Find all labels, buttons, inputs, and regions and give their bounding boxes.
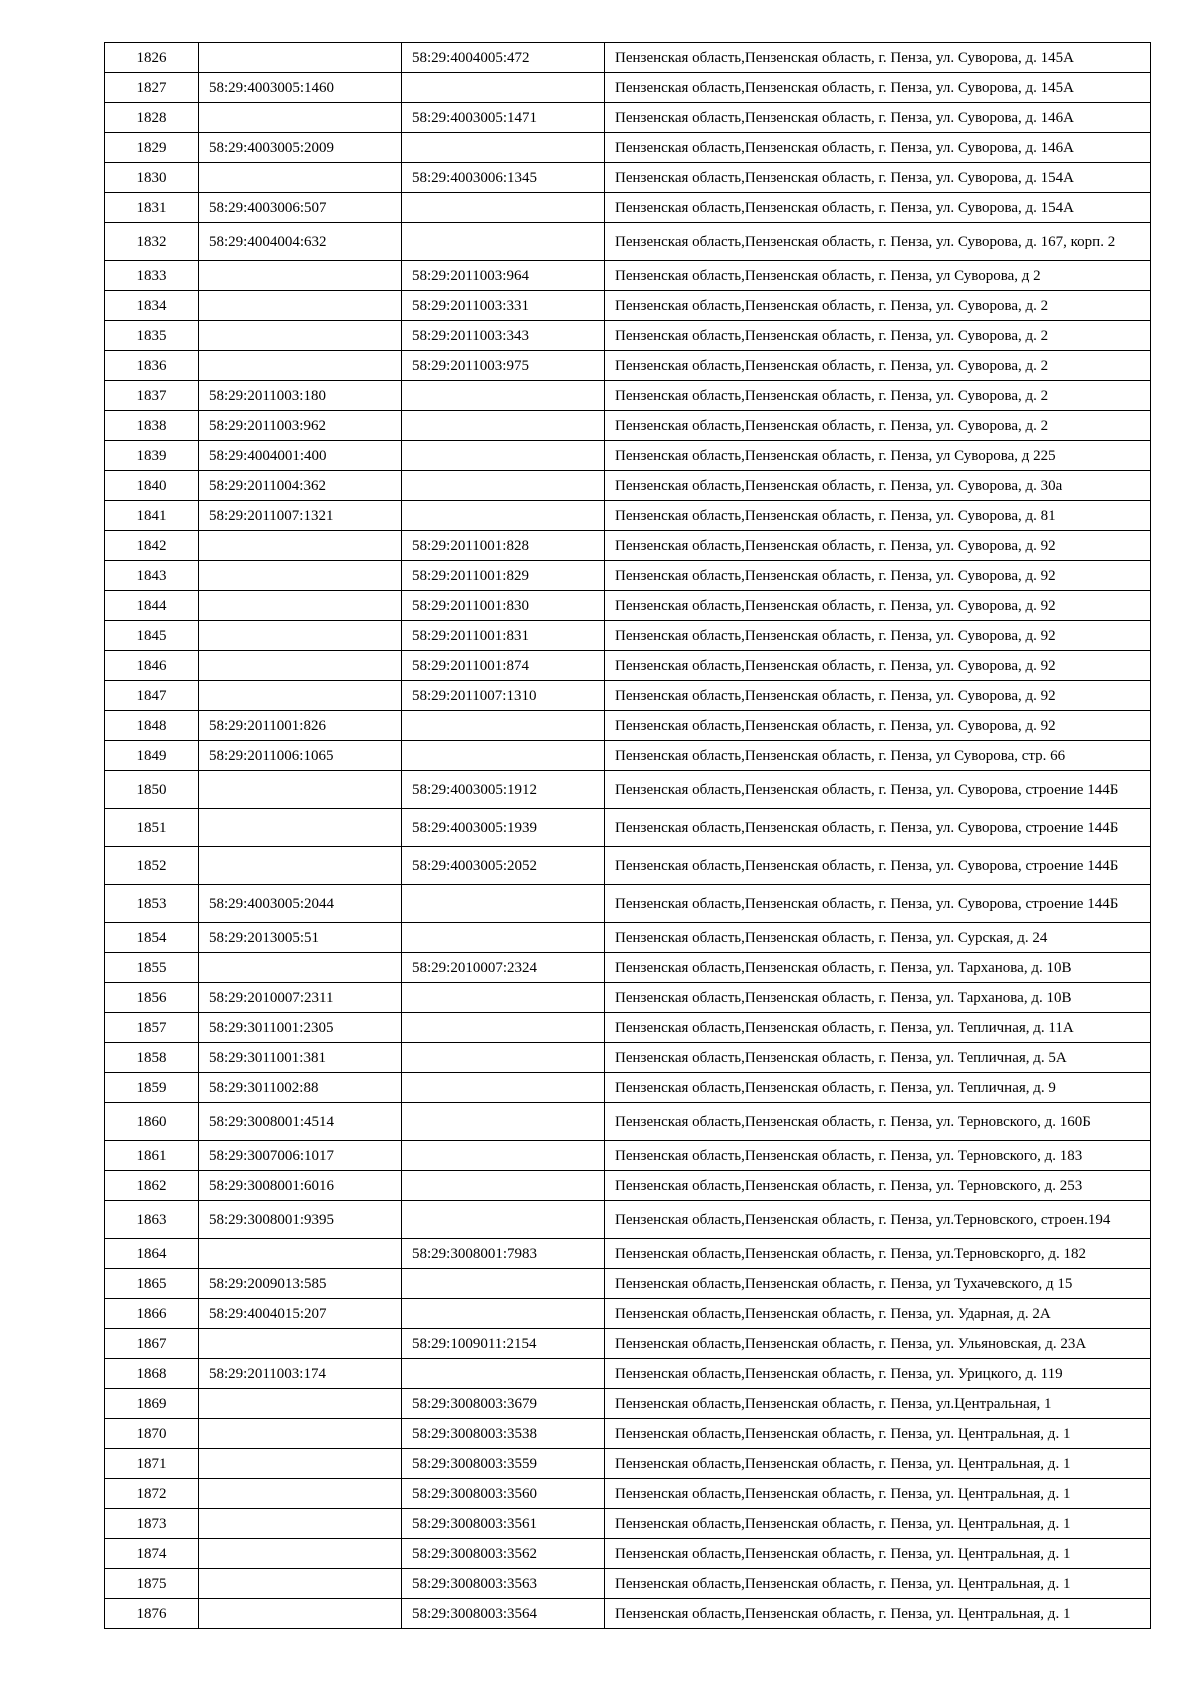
related-cadastral-number-cell xyxy=(402,885,605,923)
related-cadastral-number-cell xyxy=(402,1073,605,1103)
address-cell: Пензенская область,Пензенская область, г. Пенза, ул Суворова, д 225 xyxy=(605,441,1151,471)
cadastral-number-cell: 58:29:2011001:826 xyxy=(199,711,402,741)
cadastral-number-cell: 58:29:2009013:585 xyxy=(199,1269,402,1299)
row-number-cell: 1854 xyxy=(105,923,199,953)
row-number-cell: 1826 xyxy=(105,43,199,73)
table-row xyxy=(105,163,1151,193)
row-number-cell: 1872 xyxy=(105,1479,199,1509)
table-row xyxy=(105,1479,1151,1509)
related-cadastral-number-cell xyxy=(402,73,605,103)
cadastral-number-cell xyxy=(199,1419,402,1449)
row-number-cell: 1852 xyxy=(105,847,199,885)
row-number-cell: 1836 xyxy=(105,351,199,381)
row-number-cell: 1855 xyxy=(105,953,199,983)
address-cell: Пензенская область,Пензенская область, г. Пенза, ул.Терновскорго, д. 182 xyxy=(605,1239,1151,1269)
address-cell: Пензенская область,Пензенская область, г. Пенза, ул. Суворова, д. 81 xyxy=(605,501,1151,531)
address-cell: Пензенская область,Пензенская область, г. Пенза, ул. Суворова, д. 92 xyxy=(605,711,1151,741)
row-number-cell: 1866 xyxy=(105,1299,199,1329)
address-cell: Пензенская область,Пензенская область, г. Пенза, ул. Суворова, строение 144Б xyxy=(605,771,1151,809)
table-row xyxy=(105,1073,1151,1103)
row-number-cell: 1835 xyxy=(105,321,199,351)
address-cell: Пензенская область,Пензенская область, г. Пенза, ул. Суворова, строение 144Б xyxy=(605,885,1151,923)
address-cell: Пензенская область,Пензенская область, г. Пенза, ул. Суворова, д. 145А xyxy=(605,73,1151,103)
table-row xyxy=(105,1449,1151,1479)
related-cadastral-number-cell: 58:29:2011001:831 xyxy=(402,621,605,651)
related-cadastral-number-cell: 58:29:4003005:1939 xyxy=(402,809,605,847)
cadastral-number-cell xyxy=(199,1569,402,1599)
address-cell: Пензенская область,Пензенская область, г. Пенза, ул. Урицкого, д. 119 xyxy=(605,1359,1151,1389)
table-row xyxy=(105,561,1151,591)
related-cadastral-number-cell: 58:29:2011007:1310 xyxy=(402,681,605,711)
related-cadastral-number-cell: 58:29:3008003:3563 xyxy=(402,1569,605,1599)
row-number-cell: 1829 xyxy=(105,133,199,163)
cadastral-number-cell xyxy=(199,591,402,621)
related-cadastral-number-cell: 58:29:2010007:2324 xyxy=(402,953,605,983)
table-row xyxy=(105,501,1151,531)
address-cell: Пензенская область,Пензенская область, г. Пенза, ул. Суворова, д. 92 xyxy=(605,591,1151,621)
related-cadastral-number-cell xyxy=(402,983,605,1013)
table-row xyxy=(105,681,1151,711)
related-cadastral-number-cell xyxy=(402,411,605,441)
row-number-cell: 1840 xyxy=(105,471,199,501)
address-cell: Пензенская область,Пензенская область, г. Пенза, ул. Суворова, д. 146А xyxy=(605,103,1151,133)
row-number-cell: 1846 xyxy=(105,651,199,681)
address-cell: Пензенская область,Пензенская область, г. Пенза, ул.Терновского, строен.194 xyxy=(605,1201,1151,1239)
related-cadastral-number-cell: 58:29:3008003:3562 xyxy=(402,1539,605,1569)
address-cell: Пензенская область,Пензенская область, г. Пенза, ул Тухачевского, д 15 xyxy=(605,1269,1151,1299)
table-row xyxy=(105,351,1151,381)
table-row xyxy=(105,261,1151,291)
address-cell: Пензенская область,Пензенская область, г. Пенза, ул. Центральная, д. 1 xyxy=(605,1599,1151,1629)
address-cell: Пензенская область,Пензенская область, г. Пенза, ул. Тепличная, д. 5А xyxy=(605,1043,1151,1073)
row-number-cell: 1875 xyxy=(105,1569,199,1599)
table-row xyxy=(105,1329,1151,1359)
cadastral-number-cell xyxy=(199,681,402,711)
address-cell: Пензенская область,Пензенская область, г. Пенза, ул. Центральная, д. 1 xyxy=(605,1569,1151,1599)
row-number-cell: 1832 xyxy=(105,223,199,261)
related-cadastral-number-cell xyxy=(402,1141,605,1171)
related-cadastral-number-cell xyxy=(402,1103,605,1141)
address-cell: Пензенская область,Пензенская область, г. Пенза, ул. Суворова, д. 92 xyxy=(605,561,1151,591)
related-cadastral-number-cell xyxy=(402,711,605,741)
address-cell: Пензенская область,Пензенская область, г. Пенза, ул. Ульяновская, д. 23А xyxy=(605,1329,1151,1359)
row-number-cell: 1853 xyxy=(105,885,199,923)
table-row xyxy=(105,809,1151,847)
address-cell: Пензенская область,Пензенская область, г. Пенза, ул. Суворова, д. 92 xyxy=(605,531,1151,561)
table-row xyxy=(105,133,1151,163)
table-row xyxy=(105,923,1151,953)
address-cell: Пензенская область,Пензенская область, г. Пенза, ул. Суворова, д. 154А xyxy=(605,163,1151,193)
cadastral-number-cell: 58:29:2010007:2311 xyxy=(199,983,402,1013)
address-cell: Пензенская область,Пензенская область, г. Пенза, ул. Центральная, д. 1 xyxy=(605,1419,1151,1449)
cadastral-number-cell: 58:29:3011001:2305 xyxy=(199,1013,402,1043)
cadastral-number-cell xyxy=(199,847,402,885)
row-number-cell: 1858 xyxy=(105,1043,199,1073)
row-number-cell: 1874 xyxy=(105,1539,199,1569)
related-cadastral-number-cell: 58:29:3008003:3560 xyxy=(402,1479,605,1509)
row-number-cell: 1828 xyxy=(105,103,199,133)
table-row xyxy=(105,1539,1151,1569)
table-row xyxy=(105,103,1151,133)
cadastral-number-cell xyxy=(199,261,402,291)
related-cadastral-number-cell: 58:29:3008003:3561 xyxy=(402,1509,605,1539)
address-cell: Пензенская область,Пензенская область, г. Пенза, ул. Суворова, д. 30а xyxy=(605,471,1151,501)
table-row xyxy=(105,1599,1151,1629)
related-cadastral-number-cell xyxy=(402,1043,605,1073)
cadastral-number-cell: 58:29:2011006:1065 xyxy=(199,741,402,771)
related-cadastral-number-cell xyxy=(402,381,605,411)
document-page xyxy=(104,42,1150,1629)
row-number-cell: 1862 xyxy=(105,1171,199,1201)
table-row xyxy=(105,983,1151,1013)
cadastral-number-cell: 58:29:3007006:1017 xyxy=(199,1141,402,1171)
table-row xyxy=(105,1509,1151,1539)
cadastral-number-cell: 58:29:4003005:2009 xyxy=(199,133,402,163)
related-cadastral-number-cell: 58:29:4003005:1912 xyxy=(402,771,605,809)
related-cadastral-number-cell xyxy=(402,471,605,501)
related-cadastral-number-cell xyxy=(402,1171,605,1201)
row-number-cell: 1837 xyxy=(105,381,199,411)
cadastral-number-cell: 58:29:4003006:507 xyxy=(199,193,402,223)
row-number-cell: 1851 xyxy=(105,809,199,847)
related-cadastral-number-cell xyxy=(402,193,605,223)
address-cell: Пензенская область,Пензенская область, г. Пенза, ул. Суворова, д. 92 xyxy=(605,651,1151,681)
cadastral-number-cell: 58:29:4003005:1460 xyxy=(199,73,402,103)
cadastral-number-cell: 58:29:3008001:9395 xyxy=(199,1201,402,1239)
cadastral-number-cell xyxy=(199,1389,402,1419)
cadastral-number-cell: 58:29:2011003:180 xyxy=(199,381,402,411)
related-cadastral-number-cell: 58:29:3008001:7983 xyxy=(402,1239,605,1269)
row-number-cell: 1834 xyxy=(105,291,199,321)
table-row xyxy=(105,1569,1151,1599)
related-cadastral-number-cell: 58:29:2011001:828 xyxy=(402,531,605,561)
row-number-cell: 1868 xyxy=(105,1359,199,1389)
table-row xyxy=(105,381,1151,411)
related-cadastral-number-cell: 58:29:3008003:3679 xyxy=(402,1389,605,1419)
related-cadastral-number-cell: 58:29:4003006:1345 xyxy=(402,163,605,193)
table-row xyxy=(105,1389,1151,1419)
table-row xyxy=(105,441,1151,471)
row-number-cell: 1849 xyxy=(105,741,199,771)
table-row xyxy=(105,711,1151,741)
row-number-cell: 1860 xyxy=(105,1103,199,1141)
related-cadastral-number-cell: 58:29:4003005:2052 xyxy=(402,847,605,885)
address-cell: Пензенская область,Пензенская область, г. Пенза, ул. Суворова, д. 167, корп. 2 xyxy=(605,223,1151,261)
address-cell: Пензенская область,Пензенская область, г. Пенза, ул. Терновского, д. 253 xyxy=(605,1171,1151,1201)
related-cadastral-number-cell: 58:29:4004005:472 xyxy=(402,43,605,73)
table-row xyxy=(105,847,1151,885)
cadastral-number-cell: 58:29:4004001:400 xyxy=(199,441,402,471)
address-cell: Пензенская область,Пензенская область, г. Пенза, ул. Суворова, д. 2 xyxy=(605,381,1151,411)
row-number-cell: 1856 xyxy=(105,983,199,1013)
row-number-cell: 1850 xyxy=(105,771,199,809)
row-number-cell: 1830 xyxy=(105,163,199,193)
table-row xyxy=(105,1359,1151,1389)
row-number-cell: 1870 xyxy=(105,1419,199,1449)
cadastral-number-cell xyxy=(199,953,402,983)
address-cell: Пензенская область,Пензенская область, г. Пенза, ул. Сурская, д. 24 xyxy=(605,923,1151,953)
cadastral-number-cell xyxy=(199,651,402,681)
cadastral-number-cell xyxy=(199,163,402,193)
row-number-cell: 1844 xyxy=(105,591,199,621)
cadastral-number-cell xyxy=(199,531,402,561)
related-cadastral-number-cell xyxy=(402,501,605,531)
address-cell: Пензенская область,Пензенская область, г. Пенза, ул. Суворова, д. 146А xyxy=(605,133,1151,163)
related-cadastral-number-cell xyxy=(402,1299,605,1329)
row-number-cell: 1845 xyxy=(105,621,199,651)
related-cadastral-number-cell: 58:29:2011003:331 xyxy=(402,291,605,321)
address-cell: Пензенская область,Пензенская область, г. Пенза, ул. Терновского, д. 160Б xyxy=(605,1103,1151,1141)
table-row xyxy=(105,223,1151,261)
table-row xyxy=(105,885,1151,923)
row-number-cell: 1827 xyxy=(105,73,199,103)
related-cadastral-number-cell xyxy=(402,133,605,163)
table-row xyxy=(105,193,1151,223)
address-cell: Пензенская область,Пензенская область, г. Пенза, ул. Центральная, д. 1 xyxy=(605,1539,1151,1569)
address-cell: Пензенская область,Пензенская область, г. Пенза, ул. Суворова, д. 2 xyxy=(605,321,1151,351)
address-cell: Пензенская область,Пензенская область, г. Пенза, ул. Ударная, д. 2А xyxy=(605,1299,1151,1329)
related-cadastral-number-cell xyxy=(402,1201,605,1239)
row-number-cell: 1839 xyxy=(105,441,199,471)
cadastral-number-cell: 58:29:2011004:362 xyxy=(199,471,402,501)
cadastral-number-cell xyxy=(199,43,402,73)
cadastral-number-cell: 58:29:3008001:4514 xyxy=(199,1103,402,1141)
cadastral-number-cell: 58:29:3011001:381 xyxy=(199,1043,402,1073)
cadastral-number-cell xyxy=(199,809,402,847)
row-number-cell: 1831 xyxy=(105,193,199,223)
cadastral-number-cell: 58:29:3008001:6016 xyxy=(199,1171,402,1201)
table-row xyxy=(105,411,1151,441)
table-row xyxy=(105,531,1151,561)
cadastral-number-cell xyxy=(199,1329,402,1359)
table-row xyxy=(105,1239,1151,1269)
cadastral-number-cell: 58:29:2011003:174 xyxy=(199,1359,402,1389)
cadastral-number-cell xyxy=(199,291,402,321)
row-number-cell: 1864 xyxy=(105,1239,199,1269)
cadastral-number-cell xyxy=(199,1239,402,1269)
address-cell: Пензенская область,Пензенская область, г. Пенза, ул Суворова, д 2 xyxy=(605,261,1151,291)
cadastral-number-cell xyxy=(199,1599,402,1629)
cadastral-number-cell: 58:29:4004004:632 xyxy=(199,223,402,261)
address-cell: Пензенская область,Пензенская область, г. Пенза, ул. Суворова, д. 2 xyxy=(605,411,1151,441)
address-cell: Пензенская область,Пензенская область, г. Пенза, ул. Центральная, д. 1 xyxy=(605,1509,1151,1539)
related-cadastral-number-cell: 58:29:2011001:830 xyxy=(402,591,605,621)
cadastral-number-cell xyxy=(199,1509,402,1539)
address-cell: Пензенская область,Пензенская область, г. Пенза, ул. Терновского, д. 183 xyxy=(605,1141,1151,1171)
row-number-cell: 1861 xyxy=(105,1141,199,1171)
table-row xyxy=(105,291,1151,321)
row-number-cell: 1833 xyxy=(105,261,199,291)
table-row xyxy=(105,1269,1151,1299)
table-row xyxy=(105,1103,1151,1141)
cadastral-number-cell: 58:29:2013005:51 xyxy=(199,923,402,953)
related-cadastral-number-cell xyxy=(402,741,605,771)
cadastral-number-cell xyxy=(199,1449,402,1479)
row-number-cell: 1876 xyxy=(105,1599,199,1629)
address-cell: Пензенская область,Пензенская область, г. Пенза, ул Суворова, стр. 66 xyxy=(605,741,1151,771)
address-cell: Пензенская область,Пензенская область, г. Пенза, ул. Центральная, д. 1 xyxy=(605,1479,1151,1509)
related-cadastral-number-cell xyxy=(402,223,605,261)
row-number-cell: 1857 xyxy=(105,1013,199,1043)
address-cell: Пензенская область,Пензенская область, г. Пенза, ул. Суворова, д. 92 xyxy=(605,621,1151,651)
address-cell: Пензенская область,Пензенская область, г. Пенза, ул. Тепличная, д. 9 xyxy=(605,1073,1151,1103)
address-cell: Пензенская область,Пензенская область, г. Пенза, ул. Суворова, строение 144Б xyxy=(605,847,1151,885)
related-cadastral-number-cell xyxy=(402,923,605,953)
row-number-cell: 1847 xyxy=(105,681,199,711)
related-cadastral-number-cell xyxy=(402,1359,605,1389)
related-cadastral-number-cell: 58:29:2011003:964 xyxy=(402,261,605,291)
cadastral-number-cell xyxy=(199,103,402,133)
cadastral-number-cell xyxy=(199,771,402,809)
related-cadastral-number-cell: 58:29:3008003:3559 xyxy=(402,1449,605,1479)
address-cell: Пензенская область,Пензенская область, г. Пенза, ул. Суворова, д. 92 xyxy=(605,681,1151,711)
table-row xyxy=(105,43,1151,73)
cadastral-number-cell: 58:29:3011002:88 xyxy=(199,1073,402,1103)
table-row xyxy=(105,1013,1151,1043)
table-row xyxy=(105,771,1151,809)
address-cell: Пензенская область,Пензенская область, г. Пенза, ул. Тарханова, д. 10В xyxy=(605,953,1151,983)
row-number-cell: 1865 xyxy=(105,1269,199,1299)
table-row xyxy=(105,1171,1151,1201)
cadastral-number-cell: 58:29:2011007:1321 xyxy=(199,501,402,531)
cadastral-number-cell xyxy=(199,321,402,351)
row-number-cell: 1841 xyxy=(105,501,199,531)
cadastral-number-cell xyxy=(199,621,402,651)
table-row xyxy=(105,321,1151,351)
cadastral-number-cell xyxy=(199,561,402,591)
address-cell: Пензенская область,Пензенская область, г. Пенза, ул. Тарханова, д. 10В xyxy=(605,983,1151,1013)
row-number-cell: 1843 xyxy=(105,561,199,591)
address-cell: Пензенская область,Пензенская область, г. Пенза, ул. Тепличная, д. 11А xyxy=(605,1013,1151,1043)
cadastral-number-cell: 58:29:2011003:962 xyxy=(199,411,402,441)
table-row xyxy=(105,621,1151,651)
row-number-cell: 1863 xyxy=(105,1201,199,1239)
row-number-cell: 1838 xyxy=(105,411,199,441)
row-number-cell: 1859 xyxy=(105,1073,199,1103)
table-row xyxy=(105,1299,1151,1329)
related-cadastral-number-cell: 58:29:3008003:3564 xyxy=(402,1599,605,1629)
row-number-cell: 1871 xyxy=(105,1449,199,1479)
table-row xyxy=(105,651,1151,681)
table-row xyxy=(105,591,1151,621)
related-cadastral-number-cell: 58:29:2011003:975 xyxy=(402,351,605,381)
related-cadastral-number-cell xyxy=(402,441,605,471)
table-row xyxy=(105,741,1151,771)
related-cadastral-number-cell xyxy=(402,1013,605,1043)
table-row xyxy=(105,1419,1151,1449)
row-number-cell: 1873 xyxy=(105,1509,199,1539)
cadastral-number-cell: 58:29:4003005:2044 xyxy=(199,885,402,923)
cadastral-number-cell xyxy=(199,1539,402,1569)
address-cell: Пензенская область,Пензенская область, г. Пенза, ул.Центральная, 1 xyxy=(605,1389,1151,1419)
table-row xyxy=(105,73,1151,103)
cadastral-number-cell xyxy=(199,351,402,381)
address-cell: Пензенская область,Пензенская область, г. Пенза, ул. Суворова, строение 144Б xyxy=(605,809,1151,847)
address-cell: Пензенская область,Пензенская область, г. Пенза, ул. Суворова, д. 145А xyxy=(605,43,1151,73)
row-number-cell: 1842 xyxy=(105,531,199,561)
related-cadastral-number-cell: 58:29:2011001:874 xyxy=(402,651,605,681)
row-number-cell: 1869 xyxy=(105,1389,199,1419)
related-cadastral-number-cell: 58:29:1009011:2154 xyxy=(402,1329,605,1359)
address-cell: Пензенская область,Пензенская область, г. Пенза, ул. Суворова, д. 154А xyxy=(605,193,1151,223)
cadastral-number-cell: 58:29:4004015:207 xyxy=(199,1299,402,1329)
address-cell: Пензенская область,Пензенская область, г. Пенза, ул. Центральная, д. 1 xyxy=(605,1449,1151,1479)
related-cadastral-number-cell: 58:29:4003005:1471 xyxy=(402,103,605,133)
table-row xyxy=(105,471,1151,501)
related-cadastral-number-cell: 58:29:2011003:343 xyxy=(402,321,605,351)
table-row xyxy=(105,1201,1151,1239)
table-row xyxy=(105,1043,1151,1073)
related-cadastral-number-cell: 58:29:3008003:3538 xyxy=(402,1419,605,1449)
table-body xyxy=(105,43,1151,1629)
row-number-cell: 1848 xyxy=(105,711,199,741)
related-cadastral-number-cell: 58:29:2011001:829 xyxy=(402,561,605,591)
row-number-cell: 1867 xyxy=(105,1329,199,1359)
table-row xyxy=(105,1141,1151,1171)
property-table xyxy=(104,42,1151,1629)
cadastral-number-cell xyxy=(199,1479,402,1509)
related-cadastral-number-cell xyxy=(402,1269,605,1299)
address-cell: Пензенская область,Пензенская область, г. Пенза, ул. Суворова, д. 2 xyxy=(605,351,1151,381)
table-row xyxy=(105,953,1151,983)
address-cell: Пензенская область,Пензенская область, г. Пенза, ул. Суворова, д. 2 xyxy=(605,291,1151,321)
